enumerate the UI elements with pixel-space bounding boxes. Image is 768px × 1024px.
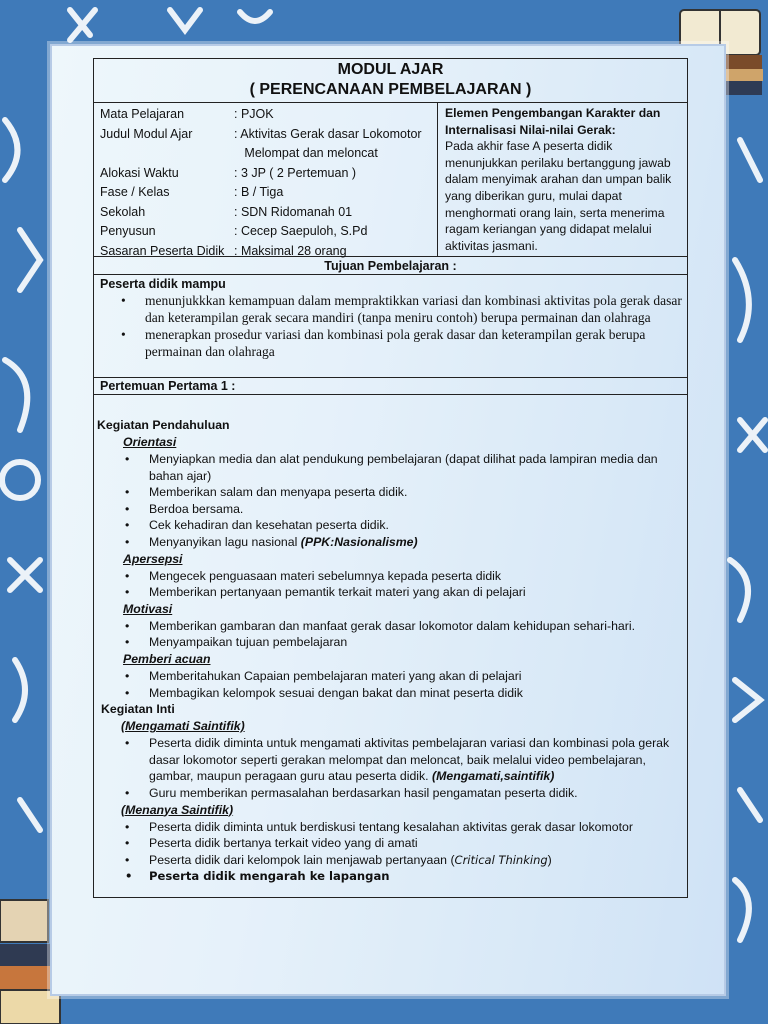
apersepsi-heading: Apersepsi — [123, 551, 183, 566]
ppk-tag: (PPK:Nasionalisme) — [300, 534, 418, 549]
tujuan-list — [100, 292, 687, 360]
list-item: • Berdoa bersama. — [125, 501, 687, 518]
title-line-1: MODUL AJAR — [337, 61, 444, 78]
kegiatan-inti-heading: Kegiatan Inti — [101, 702, 175, 717]
menjawab-end: ) — [547, 852, 552, 867]
info-row — [100, 222, 437, 242]
kegiatan-pendahuluan-heading: Kegiatan Pendahuluan — [97, 418, 230, 432]
list-item: • Peserta didik diminta untuk berdiskusi tentang kesalahan aktivitas gerak dasar lokomotor — [125, 819, 687, 836]
mengamati-heading: (Mengamati Saintifik) — [121, 719, 245, 734]
info-value: : SDN Ridomanah 01 — [234, 204, 353, 219]
info-value: : PJOK — [234, 107, 274, 121]
info-label: Fase / Kelas — [100, 185, 170, 199]
list-item: • Mengecek penguasaan materi sebelumnya kepada peserta didik — [125, 568, 687, 585]
list-item: • Memberitahukan Capaian pembelajaran materi yang akan di pelajari — [125, 668, 687, 685]
list-item: • menerapkan prosedur variasi dan kombinasi pola gerak dasar dan keterampilan gerak berupa permainan dan olahraga — [121, 326, 687, 360]
menanya-list — [97, 819, 687, 885]
menanya-heading: (Menanya Saintifik) — [121, 802, 234, 817]
tujuan-heading: Tujuan Pembelajaran : — [94, 257, 687, 275]
document-title — [94, 59, 687, 103]
list-item — [125, 534, 687, 551]
pertemuan-heading: Pertemuan Pertama 1 : — [94, 378, 687, 395]
info-label — [100, 144, 234, 164]
info-row — [100, 125, 437, 145]
list-item: • menunjukkkan kemampuan dalam mempraktikkan variasi dan kombinasi aktivitas pola gerak dasar dan keterampilan gerak secara mandiri (tanpa meniru contoh) berupa permainan dan olahraga — [121, 292, 687, 326]
elemen-karakter — [438, 103, 687, 256]
info-row — [100, 183, 437, 203]
motivasi-list — [97, 618, 687, 651]
mengamati-text: Peserta didik diminta untuk mengamati aktivitas pembelajaran variasi dan kombinasi pola gerak dasar lokomotor seperti gerakan melompat dan meloncat, baik melalui video pembelajaran, gambar, maupun peragaan guru atau peserta didik. — [149, 736, 670, 784]
list-item: • Cek kehadiran dan kesehatan peserta didik. — [125, 517, 687, 534]
info-label: Penyusun — [100, 224, 156, 238]
info-section — [94, 103, 687, 257]
apersepsi-list — [97, 568, 687, 601]
acuan-list — [97, 668, 687, 701]
info-value: : Maksimal 28 orang — [234, 243, 347, 258]
list-item — [125, 852, 687, 869]
info-row — [100, 144, 437, 164]
mengamati-tag: (Mengamati,saintifik) — [432, 769, 555, 784]
orientasi-list — [97, 451, 687, 551]
list-item: • Memberikan pertanyaan pemantik terkait materi yang akan di pelajari — [125, 584, 687, 601]
info-row — [100, 164, 437, 184]
lagu-text: Menyanyikan lagu nasional — [149, 534, 301, 549]
info-label: Sasaran Peserta Didik — [100, 243, 225, 258]
info-fields — [94, 103, 438, 256]
info-value: : B / Tiga — [234, 185, 284, 199]
info-label: Mata Pelajaran — [100, 107, 185, 121]
elemen-heading: Elemen Pengembangan Karakter dan Internalisasi Nilai-nilai Gerak: — [445, 106, 661, 137]
list-item: • Menyampaikan tujuan pembelajaran — [125, 634, 687, 651]
list-item: • Guru memberikan permasalahan berdasarkan hasil pengamatan peserta didik. — [125, 785, 687, 802]
info-value: Melompat dan meloncat — [234, 146, 378, 160]
title-line-2: ( PERENCANAAN PEMBELAJARAN ) — [249, 81, 532, 98]
list-item: • Memberikan gambaran dan manfaat gerak dasar lokomotor dalam kehidupan sehari-hari. — [125, 618, 687, 635]
document-table — [93, 58, 688, 898]
info-row — [100, 105, 437, 125]
list-item: • Menyiapkan media dan alat pendukung pembelajaran (dapat dilihat pada lampiran media dan bahan ajar) — [125, 451, 687, 484]
mengamati-list — [97, 735, 687, 801]
motivasi-heading: Motivasi — [123, 601, 173, 616]
tujuan-sub: Peserta didik mampu — [100, 277, 226, 291]
info-label: Judul Modul Ajar — [100, 126, 193, 141]
list-item: • Peserta didik mengarah ke lapangan — [125, 868, 687, 885]
list-item: • Peserta didik bertanya terkait video yang di amati — [125, 835, 687, 852]
list-item — [125, 735, 687, 785]
list-item: • Membagikan kelompok sesuai dengan bakat dan minat peserta didik — [125, 685, 687, 702]
acuan-heading: Pemberi acuan — [123, 651, 211, 666]
orientasi-heading: Orientasi — [123, 435, 177, 449]
info-value: : Cecep Saepuloh, S.Pd — [234, 224, 368, 238]
kegiatan-section — [94, 395, 687, 885]
critical-thinking-tag: Critical Thinking — [454, 852, 548, 867]
elemen-body: Pada akhir fase A peserta didik menunjukkan perilaku bertanggung jawab dalam menyimak arahan dan umpan balik yang diberikan guru, mulai dapat menghormati orang lain, serta menerima ragam keriangan yang didapat melalui aktivitas jasmani. — [445, 139, 672, 253]
info-label: Alokasi Waktu — [100, 165, 179, 180]
info-value: : Aktivitas Gerak dasar Lokomotor — [234, 126, 422, 141]
info-value: : 3 JP ( 2 Pertemuan ) — [234, 165, 357, 180]
menjawab-text: Peserta didik dari kelompok lain menjawab pertanyaan ( — [149, 852, 455, 867]
list-item: • Memberikan salam dan menyapa peserta didik. — [125, 484, 687, 501]
tujuan-section — [94, 275, 687, 378]
info-label: Sekolah — [100, 204, 146, 219]
info-row — [100, 203, 437, 223]
